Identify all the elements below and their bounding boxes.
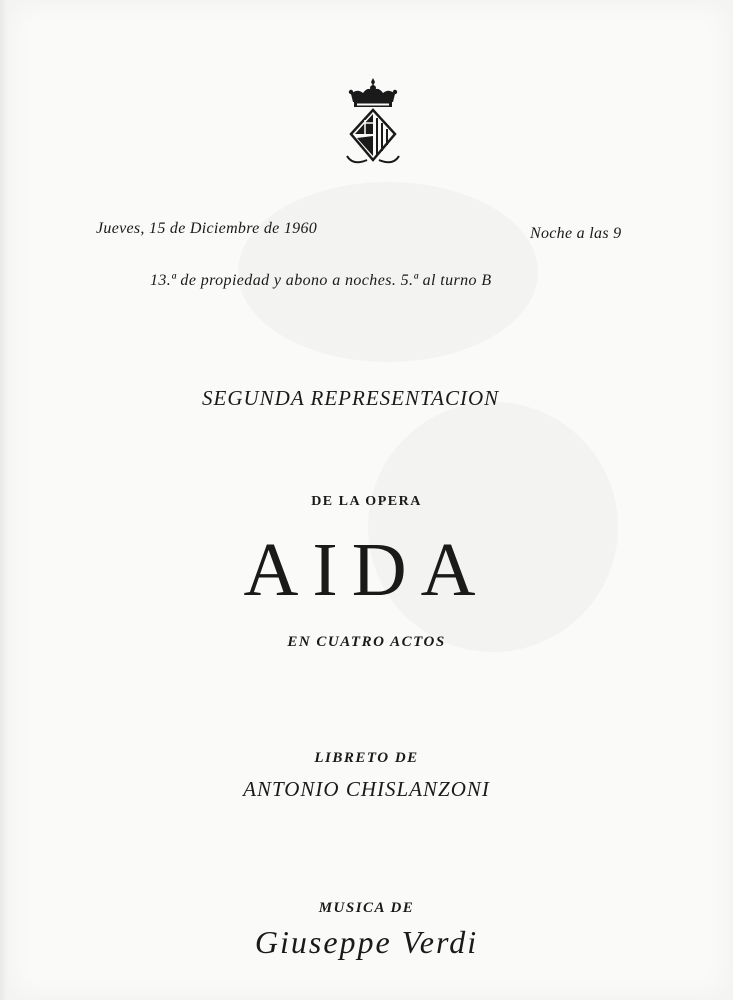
music-label: MUSICA DE: [318, 900, 415, 916]
composer-name: Giuseppe Verdi: [254, 924, 479, 960]
librettist-name: ANTONIO CHISLANZONI: [243, 777, 490, 801]
opera-intro: DE LA OPERA: [311, 494, 422, 509]
performance-date: Jueves, 15 de Diciembre de 1960: [96, 220, 318, 237]
opera-title: AIDA: [243, 528, 490, 612]
page-stain: [368, 402, 618, 652]
libretto-label: LIBRETO DE: [314, 750, 419, 766]
subscription-info: 13.ª de propiedad y abono a noches. 5.ª al turno B: [150, 272, 492, 289]
performance-time: Noche a las 9: [530, 225, 622, 242]
coat-of-arms-icon: [343, 76, 403, 166]
representation-heading: SEGUNDA REPRESENTACION: [202, 386, 500, 410]
acts-subtitle: EN CUATRO ACTOS: [287, 634, 446, 650]
